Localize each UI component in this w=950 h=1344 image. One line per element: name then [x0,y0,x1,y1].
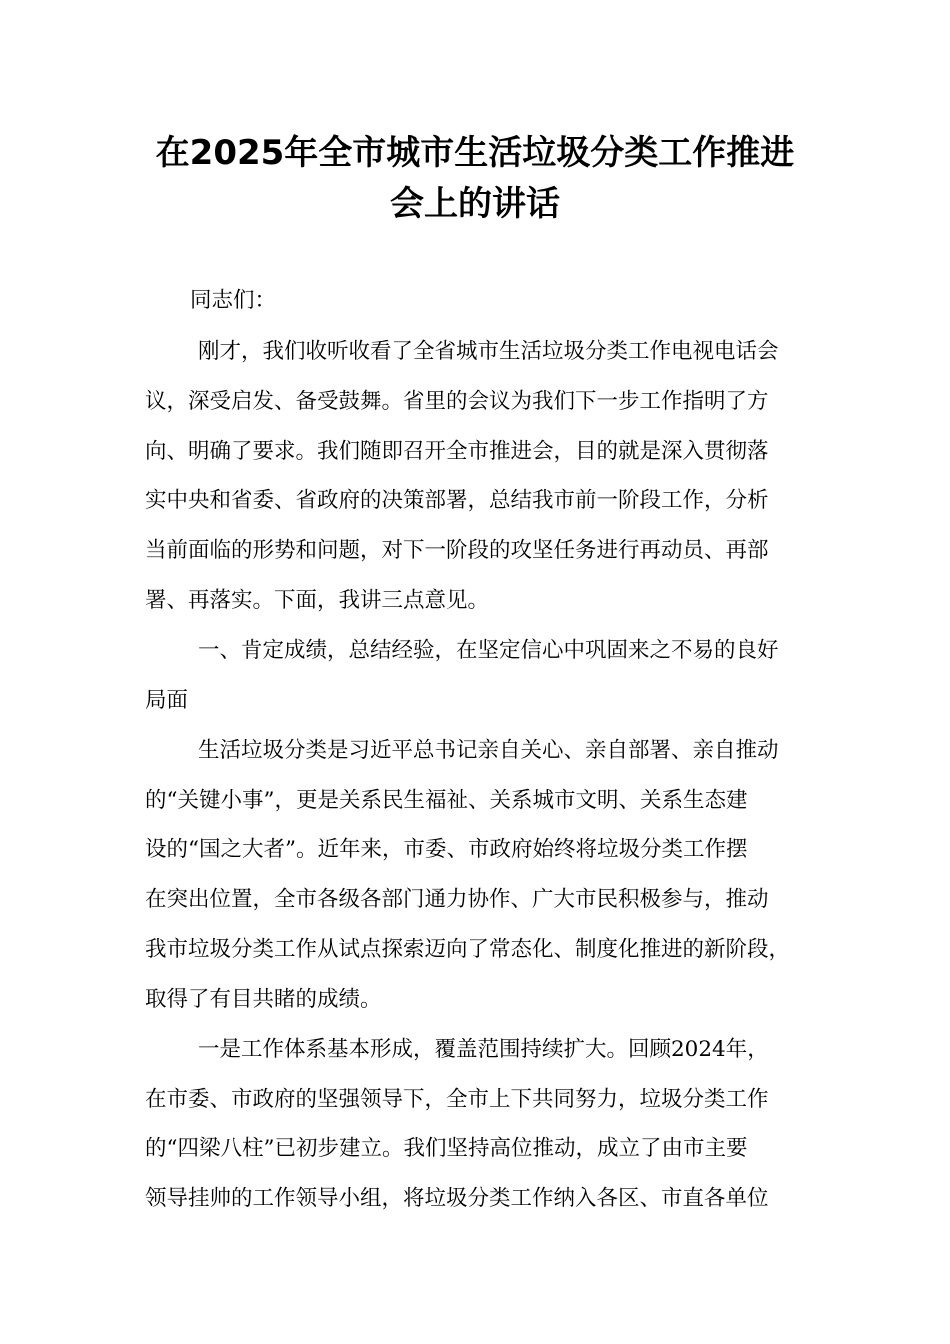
paragraph-line: 署、再落实。下面，我讲三点意见。 [145,588,490,613]
paragraph-line: 实中央和省委、省政府的决策部署，总结我市前一阶段工作，分析 [145,488,769,513]
paragraph-line: 一是工作体系基本形成，覆盖范围持续扩大。回顾2024年， [198,1037,769,1062]
salutation: 同志们： [190,288,277,313]
paragraph-line: 设的“国之大者”。近年来，市委、市政府始终将垃圾分类工作摆 [145,837,748,862]
paragraph-line: 的“关键小事”，更是关系民生福祉、关系城市文明、关系生态建 [145,788,748,813]
paragraph-line: 刚才，我们收听收看了全省城市生活垃圾分类工作电视电话会 [198,339,779,364]
paragraph-line: 向、明确了要求。我们随即召开全市推进会，目的就是深入贯彻落 [145,439,769,464]
paragraph-line: 议，深受启发、备受鼓舞。省里的会议为我们下一步工作指明了方 [145,389,769,414]
paragraph-line: 在市委、市政府的坚强领导下，全市上下共同努力，垃圾分类工作 [145,1087,769,1112]
paragraph-line: 我市垃圾分类工作从试点探索迈向了常态化、制度化推进的新阶段， [145,937,791,962]
paragraph-line: 的“四梁八柱”已初步建立。我们坚持高位推动，成立了由市主要 [145,1136,748,1161]
paragraph-line: 取得了有目共睹的成绩。 [145,987,382,1012]
document-title-line-2: 会上的讲话 [390,184,560,224]
document-title-line-1: 在2025年全市城市生活垃圾分类工作推进 [155,133,795,173]
paragraph-line: 当前面临的形势和问题，对下一阶段的攻坚任务进行再动员、再部 [145,538,769,563]
section-heading-line: 一、肯定成绩，总结经验，在坚定信心中巩固来之不易的良好 [198,638,779,663]
paragraph-line: 在突出位置，全市各级各部门通力协作、广大市民积极参与，推动 [145,887,769,912]
paragraph-line: 领导挂帅的工作领导小组，将垃圾分类工作纳入各区、市直各单位 [145,1186,769,1211]
section-heading-line: 局面 [145,688,189,713]
paragraph-line: 生活垃圾分类是习近平总书记亲自关心、亲自部署、亲自推动 [198,738,779,763]
